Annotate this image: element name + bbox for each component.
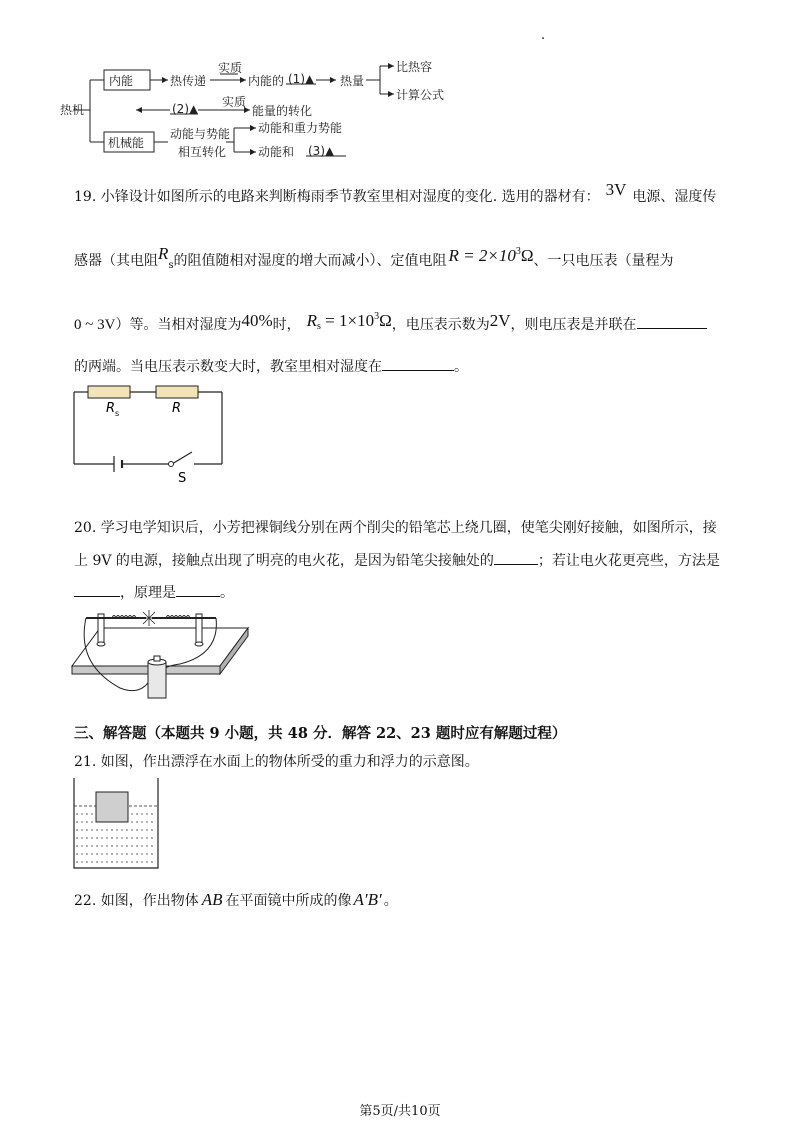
cm-dongneng-shineng: 动能与势能: [170, 127, 231, 141]
floating-block: [96, 792, 128, 822]
page-footer: 第5页/共10页: [359, 1104, 441, 1119]
top-dot: .: [541, 28, 546, 43]
q19-blank1[interactable]: [637, 314, 707, 329]
cm-reji: 热机: [60, 103, 85, 117]
circuit-switch-label: S: [178, 471, 187, 486]
cm-dongneng-zhongli: 动能和重力势能: [258, 121, 343, 135]
q22-text: 22. 如图，作出物体 AB 在平面镜中所成的像 A′B′ 。: [74, 890, 398, 909]
cm-dongneng-he: 动能和: [258, 145, 295, 159]
resistor-rs: [88, 386, 130, 398]
battery-icon: [148, 662, 166, 698]
spark-icon: [141, 610, 157, 626]
circuit-rs-sub: s: [115, 409, 120, 418]
cm-shizhi2: 实质: [222, 95, 247, 109]
cm-neineng: 内能: [109, 74, 134, 88]
q19-line1: 19. 小锋设计如图所示的电路来判断梅雨季节教室里相对湿度的变化. 选用的器材有： 3V 电源、湿度传: [74, 180, 717, 205]
cm-bireirong: 比热容: [396, 60, 433, 74]
section3-heading: 三、解答题（本题共 9 小题，共 48 分．解答 22、23 题时应有解题过程）: [74, 725, 567, 742]
q20-line3: ，原理是 。: [74, 582, 234, 603]
q20-blank2[interactable]: [74, 582, 120, 597]
cm-xianghu: 相互转化: [178, 145, 227, 159]
q20-pencil-apparatus: [70, 604, 250, 704]
cm-blank1: (1)▲: [288, 72, 315, 86]
cm-jixieneng: 机械能: [108, 136, 145, 150]
q19-line3: 0 ~ 3V）等。当相对湿度为40%时， $R_s = 1\times 10^3\Omega$，电压表示数为2V，则电压表是并联在: [74, 310, 707, 340]
q21-floating-object-diagram: [70, 776, 162, 872]
q19-circuit-diagram: [70, 382, 230, 486]
q21-text: 21. 如图，作出漂浮在水面上的物体所受的重力和浮力的示意图。: [74, 754, 479, 770]
q19-line2: 感器（其电阻$R_s$的阻值随相对湿度的增大而减小）、定值电阻 $R = 2\times 10^3\Omega$、一只电压表（量程为: [74, 244, 674, 271]
cm-neineng-de: 内能的: [248, 74, 285, 88]
cm-nengliang: 能量的转化: [252, 104, 313, 118]
q20-line2: 上 9V 的电源，接触点出现了明亮的电火花，是因为铅笔尖接触处的 ；若让电火花更亮些，方法是: [74, 550, 720, 571]
cm-jisuan: 计算公式: [396, 88, 445, 102]
cm-reliang: 热量: [340, 74, 365, 88]
q20-line1: 20. 学习电学知识后，小芳把裸铜线分别在两个削尖的铅笔芯上绕几圈，使笔尖刚好接触，如图所示，接: [74, 520, 717, 536]
concept-map-diagram: [60, 56, 480, 166]
cm-blank3: (3)▲: [308, 144, 335, 158]
resistor-r: [156, 386, 198, 398]
cm-blank2: (2)▲: [172, 102, 199, 116]
q19-line4: 的两端。当电压表示数变大时，教室里相对湿度在 。: [74, 356, 468, 377]
q20-blank1[interactable]: [494, 550, 538, 565]
q20-blank3[interactable]: [176, 582, 220, 597]
q19-blank2[interactable]: [382, 356, 454, 371]
circuit-rs-label: R: [106, 401, 116, 416]
circuit-r-label: R: [172, 401, 182, 416]
cm-rechuandi: 热传递: [170, 74, 207, 88]
cm-shizhi1: 实质: [218, 61, 243, 75]
